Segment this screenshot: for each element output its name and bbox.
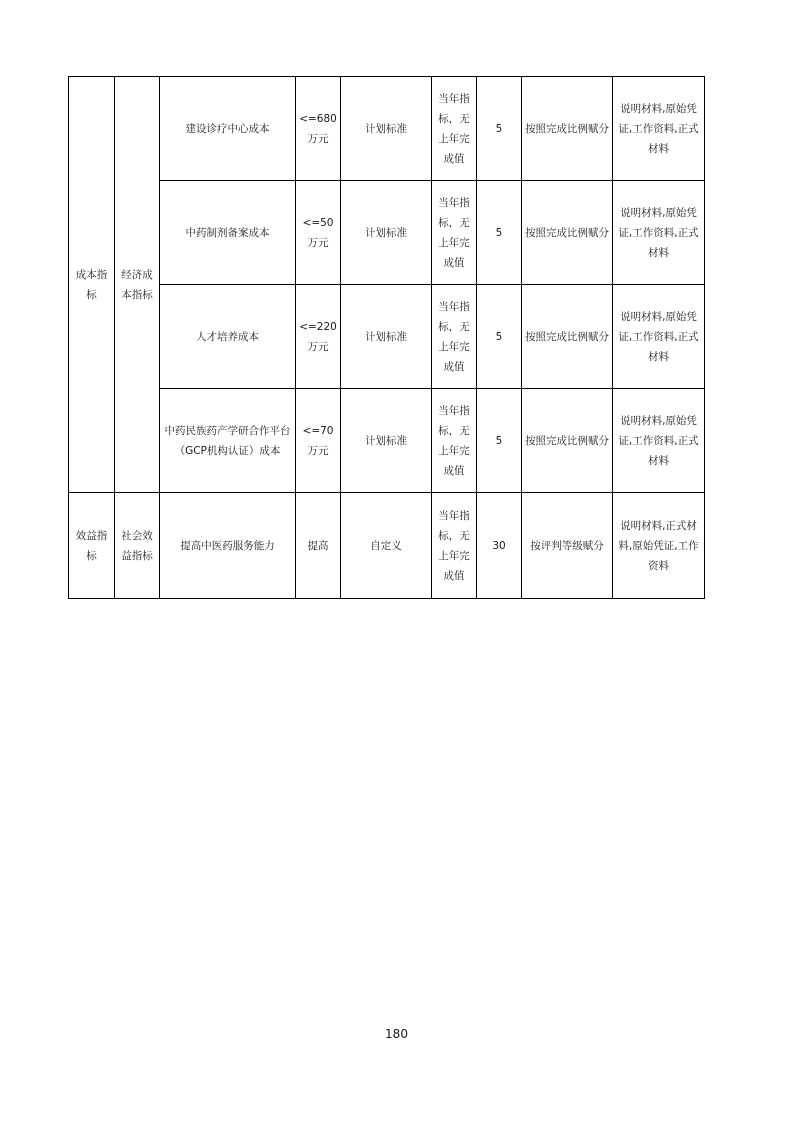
weight-cell <box>477 285 522 389</box>
weight-cell <box>477 493 522 599</box>
indicator-value-cell <box>296 285 341 389</box>
level2-indicator-cell <box>115 77 160 493</box>
level2-indicator: 社会效益指标 <box>121 529 153 562</box>
weight: 5 <box>495 122 503 135</box>
standard: 计划标准 <box>365 434 407 447</box>
baseline-cell <box>432 389 477 493</box>
table-row <box>69 389 705 493</box>
materials: 说明材料,原始凭证,工作资料,正式材料 <box>618 414 699 467</box>
standard: 计划标准 <box>365 226 407 239</box>
indicator-value: <=680万元 <box>299 112 337 145</box>
materials: 说明材料,正式材料,原始凭证,工作资料 <box>618 519 699 572</box>
baseline: 当年指标，无上年完成值 <box>438 196 470 269</box>
standard: 计划标准 <box>365 330 407 343</box>
weight: 5 <box>495 434 503 447</box>
table-row <box>69 181 705 285</box>
scoring-method: 按照完成比例赋分 <box>525 434 609 447</box>
weight: 30 <box>492 539 506 552</box>
materials: 说明材料,原始凭证,工作资料,正式材料 <box>618 206 699 259</box>
baseline-cell <box>432 285 477 389</box>
level1-indicator: 成本指标 <box>75 268 108 301</box>
scoring-method: 按照完成比例赋分 <box>525 330 609 343</box>
indicator-value-cell <box>296 389 341 493</box>
indicator-name: 人才培养成本 <box>196 330 259 343</box>
baseline-cell <box>432 493 477 599</box>
materials: 说明材料,原始凭证,工作资料,正式材料 <box>618 102 699 155</box>
indicator-name-cell <box>160 77 296 181</box>
table-row <box>69 493 705 599</box>
level1-indicator-cell <box>69 77 115 493</box>
table-row <box>69 285 705 389</box>
level1-indicator-cell <box>69 493 115 599</box>
indicator-value: <=220万元 <box>299 320 337 353</box>
materials-cell <box>613 389 705 493</box>
indicator-value-cell <box>296 181 341 285</box>
weight-cell <box>477 181 522 285</box>
table-row <box>69 77 705 181</box>
weight: 5 <box>495 330 503 343</box>
weight-cell <box>477 389 522 493</box>
materials: 说明材料,原始凭证,工作资料,正式材料 <box>618 310 699 363</box>
indicator-name-cell <box>160 181 296 285</box>
level1-indicator: 效益指标 <box>75 529 108 562</box>
indicator-name: 中药制剂备案成本 <box>185 226 270 239</box>
baseline: 当年指标，无上年完成值 <box>438 300 470 373</box>
materials-cell <box>613 285 705 389</box>
scoring-method-cell <box>522 181 613 285</box>
scoring-method-cell <box>522 77 613 181</box>
materials-cell <box>613 181 705 285</box>
scoring-method-cell <box>522 493 613 599</box>
level2-indicator-cell <box>115 493 160 599</box>
standard-cell <box>341 493 432 599</box>
scoring-method: 按评判等级赋分 <box>530 539 604 552</box>
indicator-name: 建设诊疗中心成本 <box>185 122 270 135</box>
indicator-name-cell <box>160 493 296 599</box>
level2-indicator: 经济成本指标 <box>121 268 153 301</box>
scoring-method: 按照完成比例赋分 <box>525 226 609 239</box>
scoring-method-cell <box>522 389 613 493</box>
baseline-cell <box>432 77 477 181</box>
baseline: 当年指标，无上年完成值 <box>438 509 470 582</box>
scoring-method: 按照完成比例赋分 <box>525 122 609 135</box>
baseline-cell <box>432 181 477 285</box>
indicator-name-cell <box>160 389 296 493</box>
indicator-value: <=70万元 <box>302 424 334 457</box>
baseline: 当年指标，无上年完成值 <box>438 92 470 165</box>
indicator-name-cell <box>160 285 296 389</box>
materials-cell <box>613 493 705 599</box>
standard-cell <box>341 389 432 493</box>
baseline: 当年指标，无上年完成值 <box>438 404 470 477</box>
page-number: 180 <box>385 1027 408 1041</box>
standard-cell <box>341 285 432 389</box>
indicator-value-cell <box>296 493 341 599</box>
indicator-value: <=50万元 <box>302 216 334 249</box>
indicator-name: 中药民族药产学研合作平台（GCP机构认证）成本 <box>164 424 291 457</box>
indicator-name: 提高中医药服务能力 <box>180 539 275 552</box>
scoring-method-cell <box>522 285 613 389</box>
materials-cell <box>613 77 705 181</box>
standard-cell <box>341 77 432 181</box>
performance-indicator-table <box>68 76 705 599</box>
indicator-value-cell <box>296 77 341 181</box>
standard: 计划标准 <box>365 122 407 135</box>
indicator-value: 提高 <box>307 539 329 552</box>
weight-cell <box>477 77 522 181</box>
weight: 5 <box>495 226 503 239</box>
standard-cell <box>341 181 432 285</box>
standard: 自定义 <box>370 539 402 552</box>
